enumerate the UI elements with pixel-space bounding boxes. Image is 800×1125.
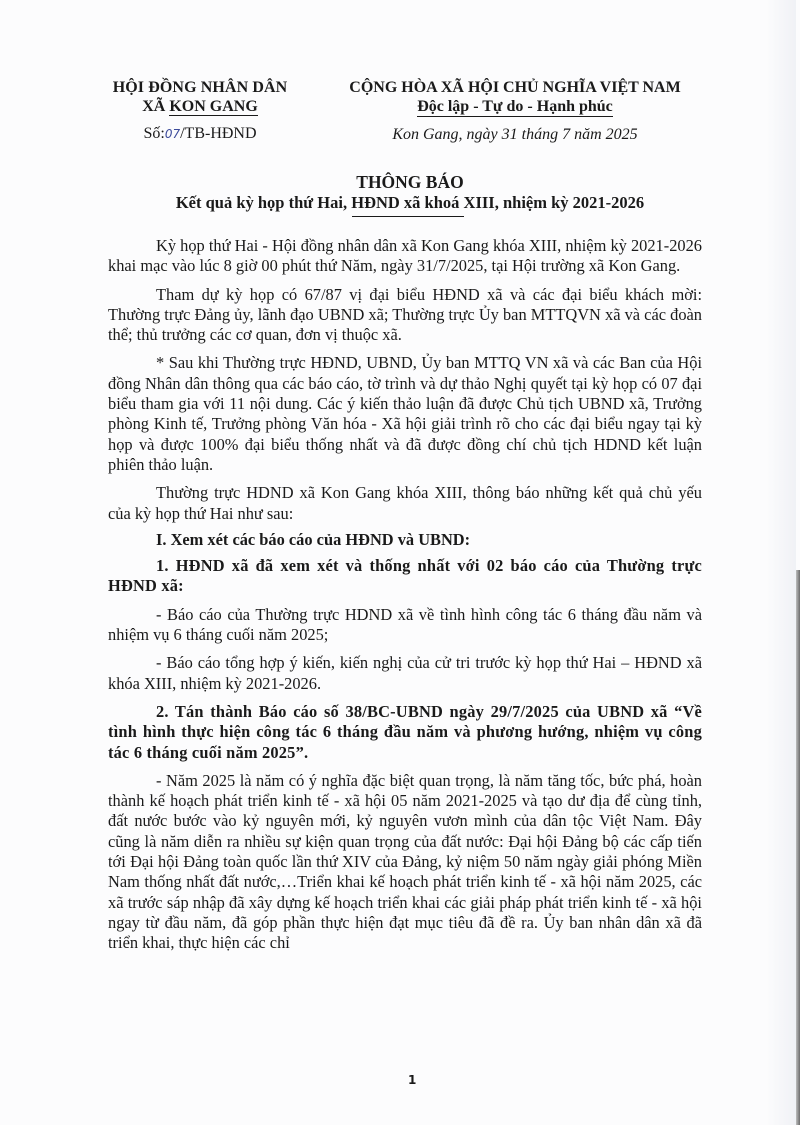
document-title: THÔNG BÁO — [356, 172, 464, 192]
item-heading-2: 2. Tán thành Báo cáo số 38/BC-UBND ngày 29/7/2025 của UBND xã “Về tình hình thực hiện công tác 6 tháng đầu năm và phương hướng, nhiệm vụ công tác 6 tháng cuối năm 2025”. — [108, 701, 702, 762]
bullet-report-1: - Báo cáo của Thường trực HDND xã về tình hình công tác 6 tháng đầu năm và nhiệm vụ 6 tháng cuối năm 2025; — [108, 604, 702, 645]
section-heading-1: I. Xem xét các báo cáo của HĐND và UBND: — [156, 529, 471, 549]
page-number: 1 — [408, 1073, 417, 1087]
issuer-block — [105, 78, 295, 143]
document-body — [108, 236, 702, 962]
issue-date: Kon Gang, ngày 31 tháng 7 năm 2025 — [392, 126, 638, 143]
paragraph-discussion: * Sau khi Thường trực HĐND, UBND, Ủy ban MTTQ VN xã và các Ban của Hội đồng Nhân dân thông qua các báo cáo, tờ trình và dự thảo Nghị quyết tại kỳ họp có 07 đại biểu tham gia với 11 nội dung. Các ý kiến thảo luận đã được Chủ tịch UBND xã, Trưởng phòng Kinh tế, Trưởng phòng Văn hóa - Xã hội giải trình rõ cho các đại biểu ngay tại kỳ họp và được 100% đại biểu thống nhất và đã được đồng chí chủ tịch HDND kết luận phiên thảo luận. — [108, 353, 702, 474]
docno-prefix: Số: — [143, 125, 165, 142]
title-underline — [352, 216, 464, 217]
scan-edge — [796, 570, 800, 1125]
document-subtitle: Kết quả kỳ họp thứ Hai, HĐND xã khoá XIII, nhiệm kỳ 2021-2026 — [175, 193, 645, 212]
issuer-commune-prefix: XÃ — [142, 98, 170, 115]
national-motto — [325, 97, 705, 116]
national-title: CỘNG HÒA XÃ HỘI CHỦ NGHĨA VIỆT NAM — [349, 79, 681, 96]
document-number — [105, 125, 295, 143]
docno-suffix: /TB-HĐND — [180, 125, 257, 142]
bullet-report-2: - Báo cáo tổng hợp ý kiến, kiến nghị của cử tri trước kỳ họp thứ Hai – HĐND xã khóa XIII, nhiệm kỳ 2021-2026. — [108, 653, 702, 693]
docno-handwritten: 07 — [164, 127, 181, 141]
issuer-commune — [105, 97, 295, 116]
item-heading-1: 1. HĐND xã đã xem xét và thống nhất với 02 báo cáo của Thường trực HĐND xã: — [108, 556, 702, 596]
issuer-name: HỘI ĐỒNG NHÂN DÂN — [112, 79, 288, 96]
paragraph-2025-context: - Năm 2025 là năm có ý nghĩa đặc biệt quan trọng, là năm tăng tốc, bức phá, hoàn thành kế hoạch phát triển kinh tế - xã hội 05 năm 2021-2025 và tạo dư địa để cùng tỉnh, đất nước bước vào kỷ nguyên mới, kỷ nguyên vươn mình của dân tộc Việt Nam. Đây cũng là năm diễn ra nhiều sự kiện quan trọng của đất nước: Đại hội Đảng bộ các cấp tiến tới Đại hội Đảng toàn quốc lần thứ XIV của Đảng, kỷ niệm 50 năm ngày giải phóng Miền Nam thống nhất đất nước,…Triển khai kế hoạch phát triển kinh tế - xã hội năm 2025, các xã trước sáp nhập đã xây dựng kế hoạch triển khai các giải pháp phát triển kinh tế - xã hội ngay từ đầu năm, đã góp phần thực hiện đạt mục tiêu đã đề ra. Ủy ban nhân dân xã đã triển khai, thực hiện các chỉ — [108, 770, 702, 953]
national-motto-text: Độc lập - Tự do - Hạnh phúc — [417, 98, 613, 115]
national-header — [325, 78, 705, 144]
paragraph-opening: Kỳ họp thứ Hai - Hội đồng nhân dân xã Kon Gang khóa XIII, nhiệm kỳ 2021-2026 khai mạc vào lúc 8 giờ 00 phút thứ Năm, ngày 31/7/2025, tại Hội trường xã Kon Gang. — [108, 236, 702, 276]
paragraph-attendance: Tham dự kỳ họp có 67/87 vị đại biểu HĐND xã và các đại biểu khách mời: Thường trực Đảng ủy, lãnh đạo UBND xã; Thường trực Ủy ban MTTQVN xã và các đoàn thể; thủ trưởng các cơ quan, đơn vị thuộc xã. — [108, 284, 702, 345]
scan-shadow — [766, 0, 796, 1125]
paragraph-results-intro: Thường trực HDND xã Kon Gang khóa XIII, thông báo những kết quả chủ yếu của kỳ họp thứ Hai như sau: — [108, 483, 702, 523]
issuer-commune-name: KON GANG — [169, 98, 258, 115]
